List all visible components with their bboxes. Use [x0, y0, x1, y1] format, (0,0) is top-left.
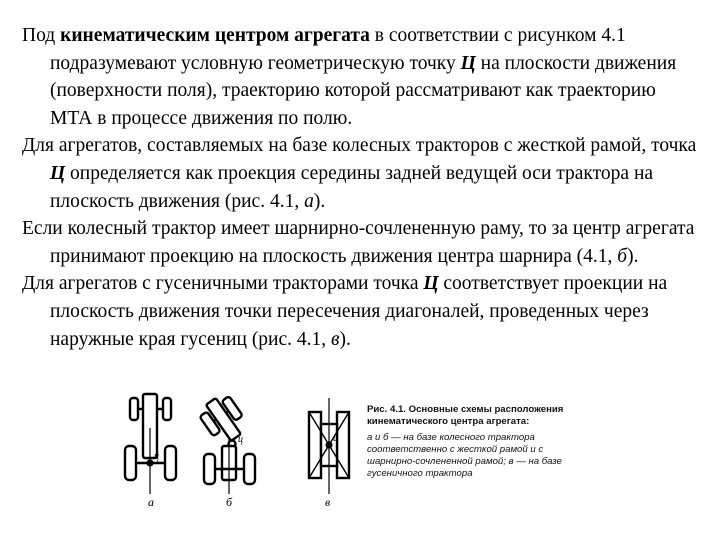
paragraph-definition: Под кинематическим центром агрегата в соответствии с рисунком 4.1 подразумевают условную геометрическую точку Ц на плоскости движения (поверхности поля), траекторию которой рассматривают как траекторию МТА в процессе движения по полю. — [22, 25, 677, 129]
caption-title: Рис. 4.1. Основные схемы расположения кинематического центра агрегата: — [367, 404, 564, 428]
paragraph-rigid-frame: Для агрегатов, составляемых на базе колесных тракторов с жесткой рамой, точка Ц определяется как проекция середины задней ведущей оси трактора на плоскость движения (рис. 4.1, а). — [22, 135, 697, 212]
center-mark-c: ц — [333, 433, 338, 444]
caption-text: а и б — на базе колесного трактора соответственно с жесткой рамой и с шарнирно-сочлененной рамой; в — на базе гусеничного трактора — [367, 431, 562, 480]
figure-ref-c: в — [331, 328, 340, 350]
point-c-symbol: Ц — [460, 52, 476, 74]
figure-label-a: а — [148, 495, 154, 509]
point-c-symbol: Ц — [423, 273, 439, 295]
text-block — [22, 22, 698, 353]
paragraph-tracked: Для агрегатов с гусеничными тракторами точка Ц соответствует проекции на плоскость движения точки пересечения диагоналей, проведенных через наружные края гусениц (рис. 4.1, в). — [22, 273, 668, 350]
figure-label-c: в — [325, 495, 331, 509]
point-c-symbol: Ц — [50, 162, 66, 184]
figure-caption — [367, 404, 589, 481]
scheme-c-tracked — [309, 398, 349, 494]
term-kinematic-center: кинематическим центром агрегата — [60, 25, 370, 46]
scheme-a-rigid-frame — [125, 394, 176, 494]
center-mark-b: ц — [238, 434, 243, 445]
center-mark-a: ц — [154, 451, 159, 462]
figure-ref-a: а — [304, 190, 314, 212]
figure-ref-b: б — [617, 245, 628, 267]
scheme-b-articulated-frame — [196, 391, 255, 494]
figure-4-1-schemes — [120, 388, 360, 510]
paragraph-articulated-frame: Если колесный трактор имеет шарнирно-сочлененную раму, то за центр агрегата принимают проекцию на плоскость движения центра шарнира (4.1, б). — [22, 218, 695, 267]
figure-label-b: б — [226, 495, 233, 509]
